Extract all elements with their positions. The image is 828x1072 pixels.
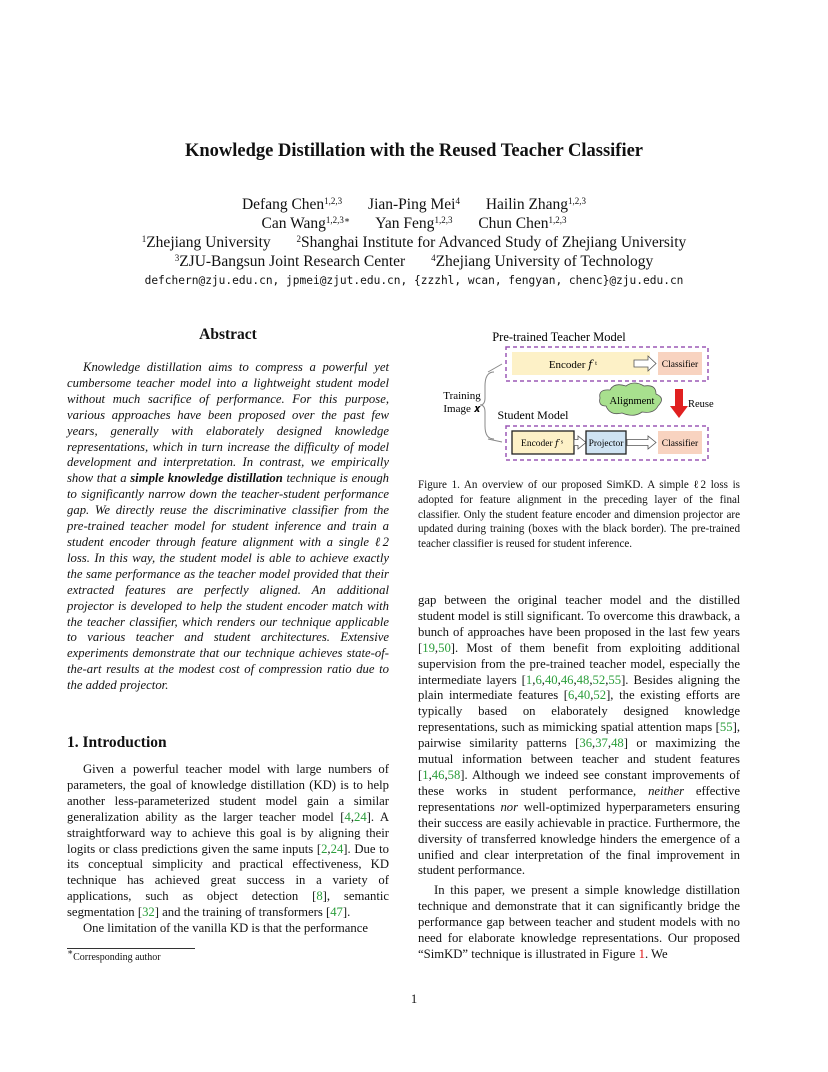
author-name: Yan Feng bbox=[375, 215, 435, 232]
emphasis-nor: nor bbox=[500, 799, 519, 814]
footnote bbox=[67, 947, 161, 963]
citation-link[interactable]: 32 bbox=[142, 905, 155, 920]
citation-link[interactable]: 58 bbox=[447, 767, 461, 782]
encoder-to-projector-arrow bbox=[574, 436, 586, 449]
affil-sup: 2 bbox=[296, 234, 301, 244]
citation-link[interactable]: 40 bbox=[577, 688, 591, 703]
page-number: 1 bbox=[410, 992, 418, 1006]
intro-text: ]. A straightforward way to achieve this goal is by aligning their logits or class predictions given the same inputs [ bbox=[67, 809, 389, 856]
figure-1 bbox=[438, 326, 738, 466]
footnote-text: Corresponding author bbox=[73, 952, 161, 963]
affiliation: Zhejiang University of Technology bbox=[435, 253, 654, 270]
citation-link[interactable]: 52 bbox=[593, 688, 607, 703]
citation-link[interactable]: 46 bbox=[560, 672, 574, 687]
affil-sup: 1 bbox=[141, 234, 147, 244]
citation-link[interactable]: 36 bbox=[579, 736, 593, 751]
citation-link[interactable]: 8 bbox=[316, 889, 323, 904]
affiliation: ZJU-Bangsun Joint Research Center bbox=[179, 253, 406, 270]
body-text: ] or maximizing the mutual information between teacher and student features [ bbox=[418, 736, 740, 782]
body-text: ], the existing efforts are typically based on elaborately designed knowledge representations, such as mimicking spatial attention maps [ bbox=[418, 688, 740, 735]
abstract-text: technique is enough to significantly narrow down the teacher-student performance gap. We directly reuse the discriminative classifier from the pre-trained teacher model for student inference and train a student encoder through feature alignment with a single ℓ2 loss. In this way, the student model is able to achieve exactly the same performance as the teacher model provided that their extracted features are perfectly aligned. An additional projector is developed to help the student encoder match with the teacher classifier, which renders our technique applicable to various teacher and student architectures. Extensive experiments demonstrate that our technique achieves state-of-the-art results at the modest cost of compression ratio due to the added projector. bbox=[67, 471, 390, 693]
intro-text: ]. Due to its conceptual simplicity and practical effectiveness, KD technique has achieved great success in a variety of applications, such as object detection [ bbox=[67, 841, 390, 904]
abstract-body bbox=[67, 360, 389, 694]
intro-text: One limitation of the vanilla KD is that the performance bbox=[83, 921, 369, 936]
citation-link[interactable]: 47 bbox=[330, 905, 343, 920]
reuse-arrow bbox=[670, 389, 688, 418]
figure-1-diagram bbox=[438, 326, 738, 466]
citation-link[interactable]: 6 bbox=[535, 672, 542, 687]
classifier-top-label: Classifier bbox=[661, 360, 699, 370]
footnote-mark: ∗ bbox=[67, 947, 74, 957]
teacher-model-label: Pre-trained Teacher Model bbox=[492, 330, 626, 344]
abstract-text: Knowledge distillation aims to compress a powerful yet cumbersome teacher model into a lightweight student model without much sacrifice of performance. For this purpose, various approaches have been proposed over the past few years, generally with elaborately designed knowledge representations, which in turn increase the difficulty of model development and interpretation. In contrast, we empirically show that a bbox=[67, 360, 389, 486]
alignment-label: Alignment bbox=[609, 396, 655, 407]
author-sup: 1,2,3 bbox=[324, 196, 343, 206]
student-model-label: Student Model bbox=[497, 408, 569, 422]
intro-text: ], semantic segmentation [ bbox=[67, 889, 390, 920]
citation-link[interactable]: 1 bbox=[422, 767, 429, 782]
intro-body: Given a powerful teacher model with large numbers of parameters, the goal of knowledge distillation (KD) is to help another less-parameterized student model gain a similar generalization ability as the larger teacher model [4,24]. A straightforward way to achieve this goal is by aligning their logits or class predictions given the same inputs [2,24]. Due to its conceptual simplicity and practical effectiveness, KD technique has achieved great success in a variety of applications, such as object detection [8], semantic segmentation [32] and the training of transformers [47]. One limitation of the vanilla KD is that the performance bbox=[67, 762, 390, 936]
author-name: Defang Chen bbox=[241, 196, 325, 213]
citation-link[interactable]: 55 bbox=[719, 720, 733, 735]
citation-link[interactable]: 48 bbox=[576, 672, 590, 687]
section-heading-introduction: 1. Introduction bbox=[67, 734, 167, 751]
citation-link[interactable]: 48 bbox=[611, 736, 624, 751]
citation-link[interactable]: 1 bbox=[525, 672, 533, 687]
intro-text: ]. bbox=[342, 905, 351, 920]
citation-link[interactable]: 46 bbox=[431, 767, 445, 782]
projector-to-classifier-arrow bbox=[627, 436, 656, 449]
author-sup: 4 bbox=[455, 196, 460, 206]
author-sup: 1,2,3 bbox=[434, 215, 453, 225]
body-text: effective representations bbox=[418, 783, 741, 814]
author-line-2 bbox=[0, 214, 828, 233]
intro-text: Given a powerful teacher model with large numbers of parameters, the goal of knowledge distillation (KD) is to help another less-parameterized student model gain a similar generalization ability as the larger teacher model [ bbox=[67, 762, 389, 824]
author-sup: 1,2,3 bbox=[568, 196, 587, 206]
author-name: Chun Chen bbox=[478, 215, 549, 232]
figure-1-caption: Figure 1. An overview of our proposed SimKD. A simple ℓ2 loss is adopted for feature alignment in the preceding layer of the final classifier. Only the student feature encoder and dimension projector are updated during training (boxes with the black border). The pre-trained teacher classifier is reused for student inference. bbox=[418, 479, 740, 551]
citation-link[interactable]: 55 bbox=[608, 672, 622, 687]
body-text: ], pairwise similarity patterns [ bbox=[418, 720, 740, 751]
citation-link[interactable]: 4 bbox=[344, 809, 351, 824]
citation-link[interactable]: 50 bbox=[438, 640, 451, 655]
body-text: . We bbox=[644, 946, 668, 961]
reuse-label: Reuse bbox=[688, 399, 714, 410]
affiliation-line-2 bbox=[0, 252, 828, 271]
body-text: ]. Besides aligning the plain intermediate features [ bbox=[418, 672, 740, 703]
encoder-teacher-label: Encoder 𝑓 ᵗ bbox=[548, 359, 598, 371]
abstract-bold: simple knowledge distillation bbox=[130, 471, 283, 486]
affiliation-line-1 bbox=[0, 233, 828, 252]
affiliation: Zhejiang University bbox=[146, 234, 271, 251]
citation-link[interactable]: 24 bbox=[353, 809, 367, 824]
author-name: Hailin Zhang bbox=[485, 196, 569, 213]
input-brace bbox=[480, 372, 494, 439]
affiliation: Shanghai Institute for Advanced Study of Zhejiang University bbox=[301, 234, 687, 251]
affil-sup: 4 bbox=[431, 253, 436, 263]
affil-sup: 3 bbox=[174, 253, 180, 263]
training-image-label: Image 𝒙 bbox=[443, 403, 481, 415]
citation-link[interactable]: 52 bbox=[592, 672, 606, 687]
citation-link[interactable]: 6 bbox=[568, 688, 575, 703]
encoder-student-label: Encoder 𝑓 ˢ bbox=[521, 439, 563, 449]
citation-link[interactable]: 24 bbox=[330, 841, 344, 856]
input-arrow-bottom bbox=[488, 439, 502, 442]
footnote-rule bbox=[67, 948, 195, 949]
figure-reference-link[interactable]: 1 bbox=[638, 946, 645, 961]
author-name: Can Wang bbox=[261, 215, 326, 232]
author-emails: defchern@zju.edu.cn, jpmei@zjut.edu.cn, {zzzhl, wcan, fengyan, chenc}@zju.edu.cn bbox=[144, 274, 684, 287]
training-label: Training bbox=[443, 390, 481, 402]
emphasis-neither: neither bbox=[648, 783, 685, 798]
projector-label: Projector bbox=[588, 439, 624, 449]
right-column-body: gap between the original teacher model and the distilled student model is still significant. To overcome this drawback, a bunch of approaches have been proposed in the last few years [19,50]. Most of them benefit from exploiting additional supervision from the pre-trained teacher model, especially the intermediate layers [1,6,40,46,48,52,55]. Besides aligning the plain intermediate features [6,40,52], the existing efforts are typically based on elaborately designed knowledge representations, such as mimicking spatial attention maps [55], pairwise similarity patterns [36,37,48] or maximizing the mutual information between teacher and student features [1,46,58]. Although we indeed see constant improvements of these works in student performance, neither effective representations nor well-optimized hyperparameters ensuring their success are easily achievable in practice. Furthermore, the diversity of transferred knowledge hinders the emergence of a unified and clear interpretation of the final improvement in student performance. In this paper, we present a simple knowledge distillation technique and demonstrate that it can significantly bridge the performance gap between teacher and student models with no need for elaborate knowledge representations. Our proposed “SimKD” technique is illustrated in Figure 1. We bbox=[418, 593, 741, 961]
body-text: ]. Although we indeed see constant improvements of these works in student performance, bbox=[418, 767, 740, 798]
author-line-1 bbox=[0, 195, 828, 214]
citation-link[interactable]: 2 bbox=[321, 841, 328, 856]
input-arrow-top bbox=[488, 364, 502, 372]
author-name: Jian-Ping Mei bbox=[368, 196, 456, 213]
author-sup: 1,2,3 bbox=[548, 215, 567, 225]
body-text: ]. Most of them benefit from exploiting additional supervision from the pre-trained teacher model, especially the intermediate layers [ bbox=[418, 640, 740, 687]
citation-link[interactable]: 37 bbox=[595, 736, 608, 751]
classifier-bottom-label: Classifier bbox=[661, 439, 699, 449]
citation-link[interactable]: 19 bbox=[422, 640, 435, 655]
intro-text: ] and the training of transformers [ bbox=[154, 905, 331, 920]
body-text: well-optimized hyperparameters ensuring their success are easily achievable in practice. Furthermore, the diversity of transferred knowledge hinders the emergence of a unified and clear interpretation of the final improvement in student performance. bbox=[418, 799, 740, 878]
body-text: In this paper, we present a simple knowledge distillation technique and demonstrate that it can significantly bridge the performance gap between teacher and student models with no need for elaborate knowledge representations. Our proposed “SimKD” technique is illustrated in Figure bbox=[418, 883, 740, 961]
paper-title: Knowledge Distillation with the Reused Teacher Classifier bbox=[184, 141, 644, 161]
author-sup: 1,2,3∗ bbox=[325, 215, 350, 225]
body-text: gap between the original teacher model and the distilled student model is still significant. To overcome this drawback, a bunch of approaches have been proposed in the last few years [ bbox=[418, 593, 740, 655]
abstract-heading: Abstract bbox=[199, 326, 257, 343]
citation-link[interactable]: 40 bbox=[544, 672, 558, 687]
